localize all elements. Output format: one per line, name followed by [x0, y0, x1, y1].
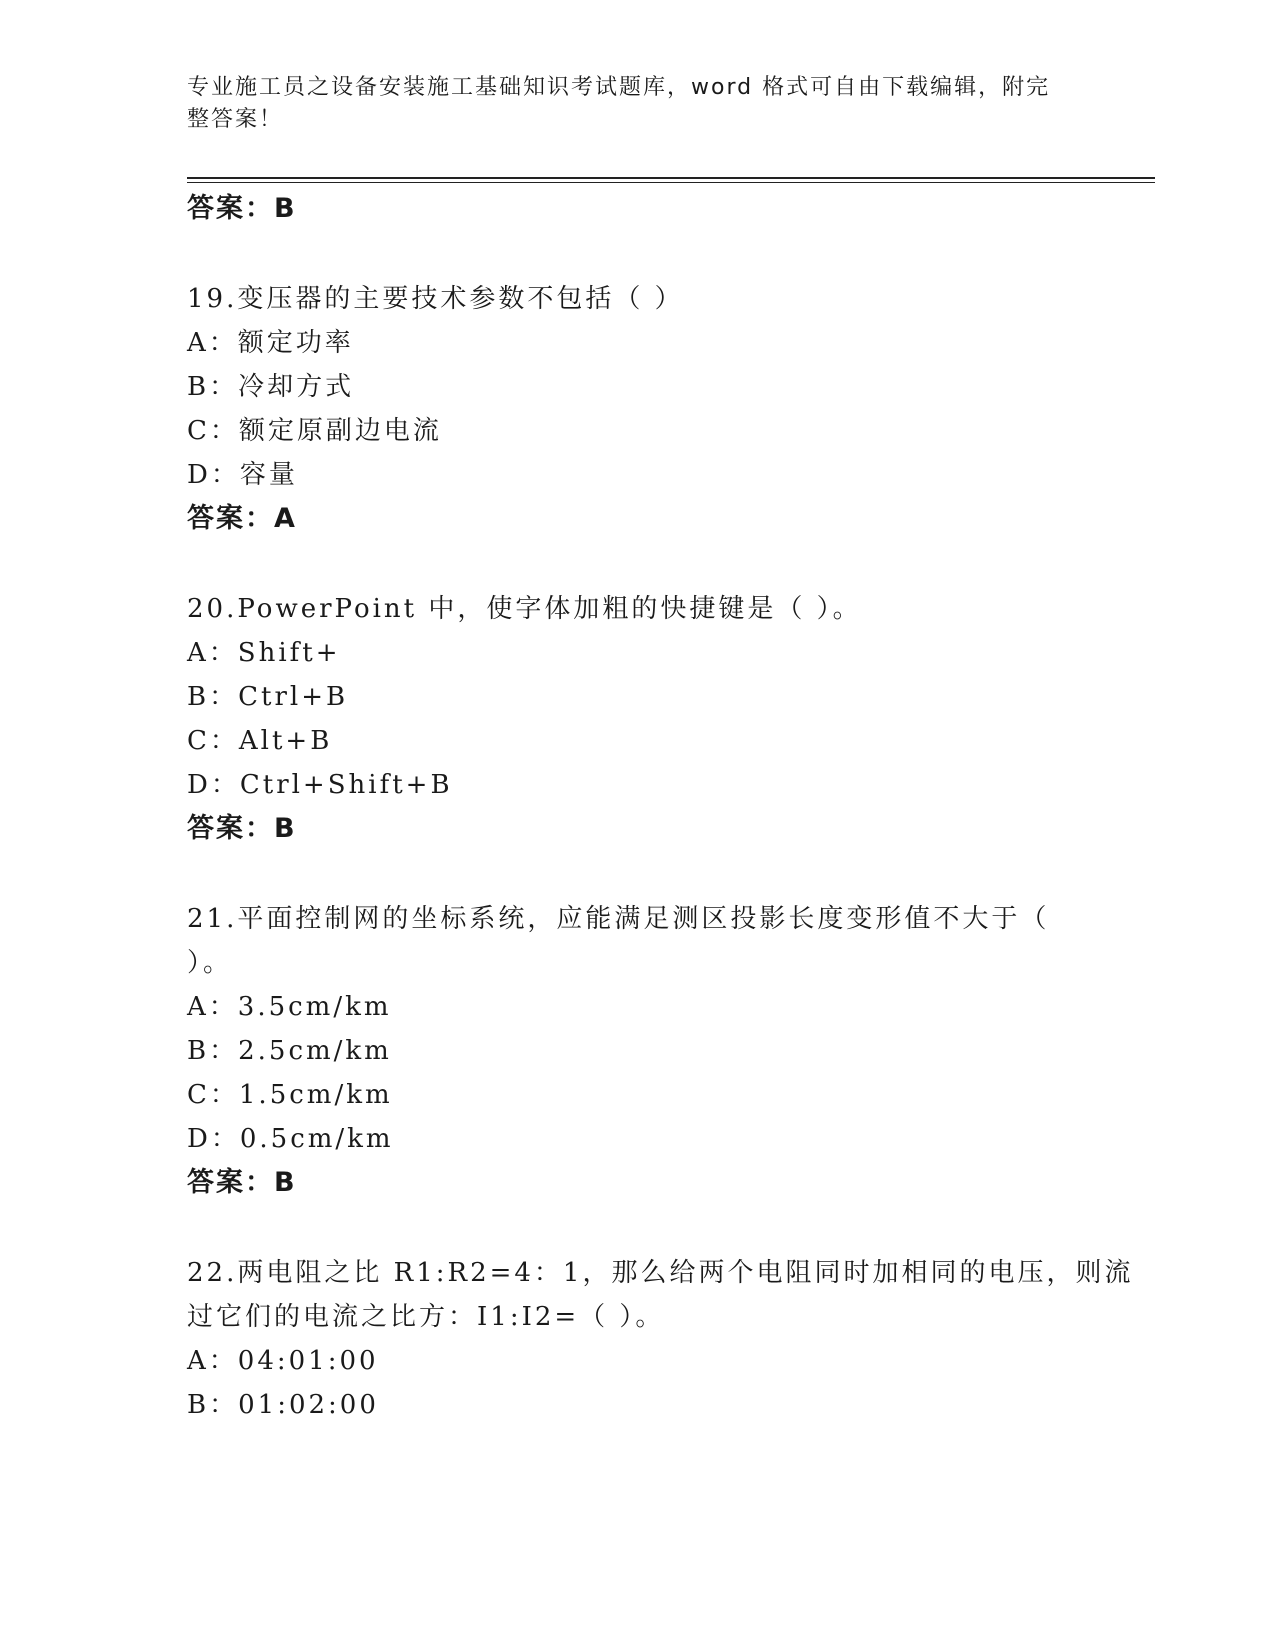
question-20-answer: 答案：B: [187, 813, 297, 844]
header-divider-thin: [187, 182, 1155, 183]
question-21-stem-line-2: ）。: [187, 948, 233, 978]
question-22-option-b: B：01:02:00: [187, 1390, 379, 1420]
question-19-option-d: D：容量: [187, 460, 298, 490]
question-19-option-a: A：额定功率: [187, 328, 354, 358]
header-line-1: 专业施工员之设备安装施工基础知识考试题库，word 格式可自由下载编辑，附完: [187, 75, 1051, 100]
question-20-option-d: D：Ctrl+Shift+B: [187, 770, 453, 800]
question-21-option-d: D：0.5cm/km: [187, 1124, 394, 1154]
question-21-stem-line-1: 21.平面控制网的坐标系统，应能满足测区投影长度变形值不大于（: [187, 904, 1050, 934]
answer-previous: 答案：B: [187, 193, 297, 224]
question-20-stem: 20.PowerPoint 中，使字体加粗的快捷键是（ ）。: [187, 594, 862, 624]
question-22-stem-line-1: 22.两电阻之比 R1:R2=4：1，那么给两个电阻同时加相同的电压，则流: [187, 1258, 1134, 1288]
question-20-option-c: C：Alt+B: [187, 726, 333, 756]
question-19-answer: 答案：A: [187, 503, 297, 534]
question-22-stem-line-2: 过它们的电流之比方：I1:I2=（ ）。: [187, 1302, 665, 1332]
header-line-2: 整答案！: [187, 107, 284, 132]
document-header: [187, 72, 1067, 136]
question-19-option-b: B：冷却方式: [187, 372, 355, 402]
question-19-option-c: C：额定原副边电流: [187, 416, 442, 446]
question-20-option-b: B：Ctrl+B: [187, 682, 349, 712]
question-19-stem: 19.变压器的主要技术参数不包括（ ）: [187, 284, 684, 314]
question-21-option-a: A：3.5cm/km: [187, 992, 392, 1022]
question-22-option-a: A：04:01:00: [187, 1346, 379, 1376]
question-21-option-b: B：2.5cm/km: [187, 1036, 392, 1066]
question-21-answer: 答案：B: [187, 1167, 297, 1198]
question-21-option-c: C：1.5cm/km: [187, 1080, 393, 1110]
header-divider: [187, 177, 1155, 179]
question-20-option-a: A：Shift+: [187, 638, 341, 668]
